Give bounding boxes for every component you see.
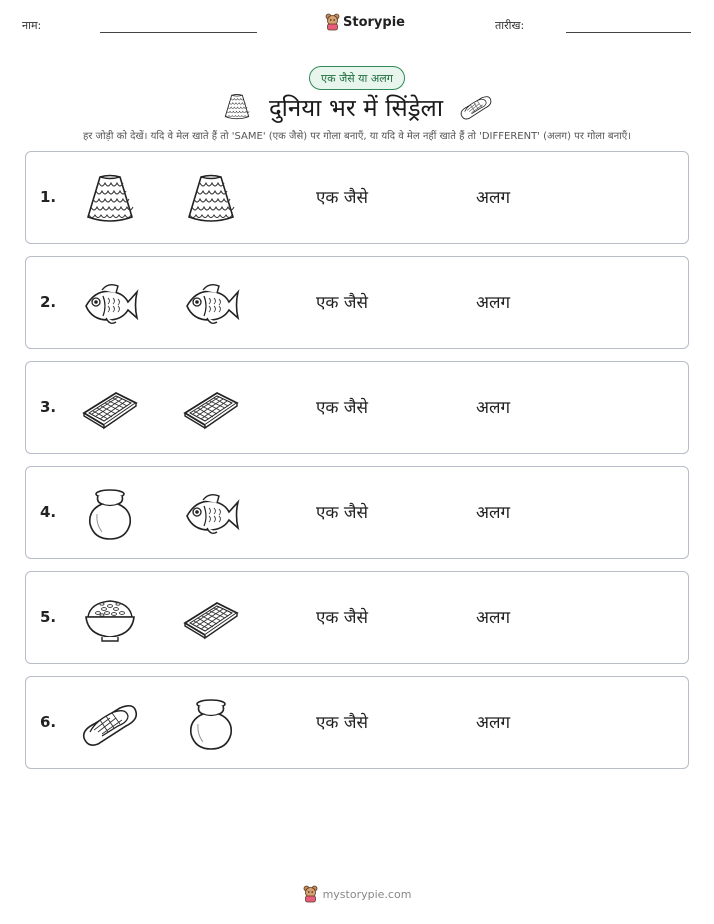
rice-bowl-icon xyxy=(80,589,140,649)
mat-icon xyxy=(181,589,241,649)
mat-icon xyxy=(181,379,241,439)
fish-icon xyxy=(181,274,241,334)
instructions: हर जोड़ी को देखें। यदि वे मेल खाते हैं तो 'SAME' (एक जैसे) पर गोला बनाएँ, या यदि वे मेल नहीं खाते हैं तो 'DIFFERENT' (अलग) पर गोला बनाएँ। xyxy=(82,131,632,142)
bear-icon xyxy=(303,885,318,903)
mat-icon xyxy=(80,379,140,439)
page-title: दुनिया भर में सिंड्रेला xyxy=(268,93,444,122)
question-row xyxy=(25,676,689,769)
option-same[interactable]: एक जैसे xyxy=(316,188,368,208)
option-same[interactable]: एक जैसे xyxy=(316,503,368,523)
storypie-logo xyxy=(325,13,405,31)
option-different[interactable]: अलग xyxy=(476,398,511,418)
pot-icon xyxy=(80,484,140,544)
question-number: 6. xyxy=(40,713,57,731)
question-row xyxy=(25,571,689,664)
name-line[interactable] xyxy=(100,32,257,33)
question-row xyxy=(25,361,689,454)
name-label: नाम: xyxy=(22,19,42,32)
footer xyxy=(0,885,714,903)
option-different[interactable]: अलग xyxy=(476,608,511,628)
question-number: 1. xyxy=(40,188,57,206)
option-different[interactable]: अलग xyxy=(476,503,511,523)
question-row xyxy=(25,256,689,349)
fish-icon xyxy=(181,484,241,544)
question-number: 3. xyxy=(40,398,57,416)
title-row xyxy=(0,90,714,124)
question-row xyxy=(25,466,689,559)
date-line[interactable] xyxy=(566,32,691,33)
option-same[interactable]: एक जैसे xyxy=(316,398,368,418)
option-different[interactable]: अलग xyxy=(476,188,511,208)
option-different[interactable]: अलग xyxy=(476,293,511,313)
skirt-icon xyxy=(221,91,253,123)
option-different[interactable]: अलग xyxy=(476,713,511,733)
slipper-icon xyxy=(459,90,493,124)
bear-icon xyxy=(325,13,340,31)
option-same[interactable]: एक जैसे xyxy=(316,608,368,628)
footer-url: mystorypie.com xyxy=(322,887,412,901)
skirt-icon xyxy=(181,169,241,229)
slipper-icon xyxy=(80,694,140,754)
category-badge: एक जैसे या अलग xyxy=(309,66,405,90)
option-same[interactable]: एक जैसे xyxy=(316,713,368,733)
brand-name: Storypie xyxy=(343,14,405,30)
pot-icon xyxy=(181,694,241,754)
date-label: तारीख: xyxy=(495,19,525,32)
question-number: 5. xyxy=(40,608,57,626)
question-number: 2. xyxy=(40,293,57,311)
skirt-icon xyxy=(80,169,140,229)
question-row xyxy=(25,151,689,244)
fish-icon xyxy=(80,274,140,334)
option-same[interactable]: एक जैसे xyxy=(316,293,368,313)
question-number: 4. xyxy=(40,503,57,521)
